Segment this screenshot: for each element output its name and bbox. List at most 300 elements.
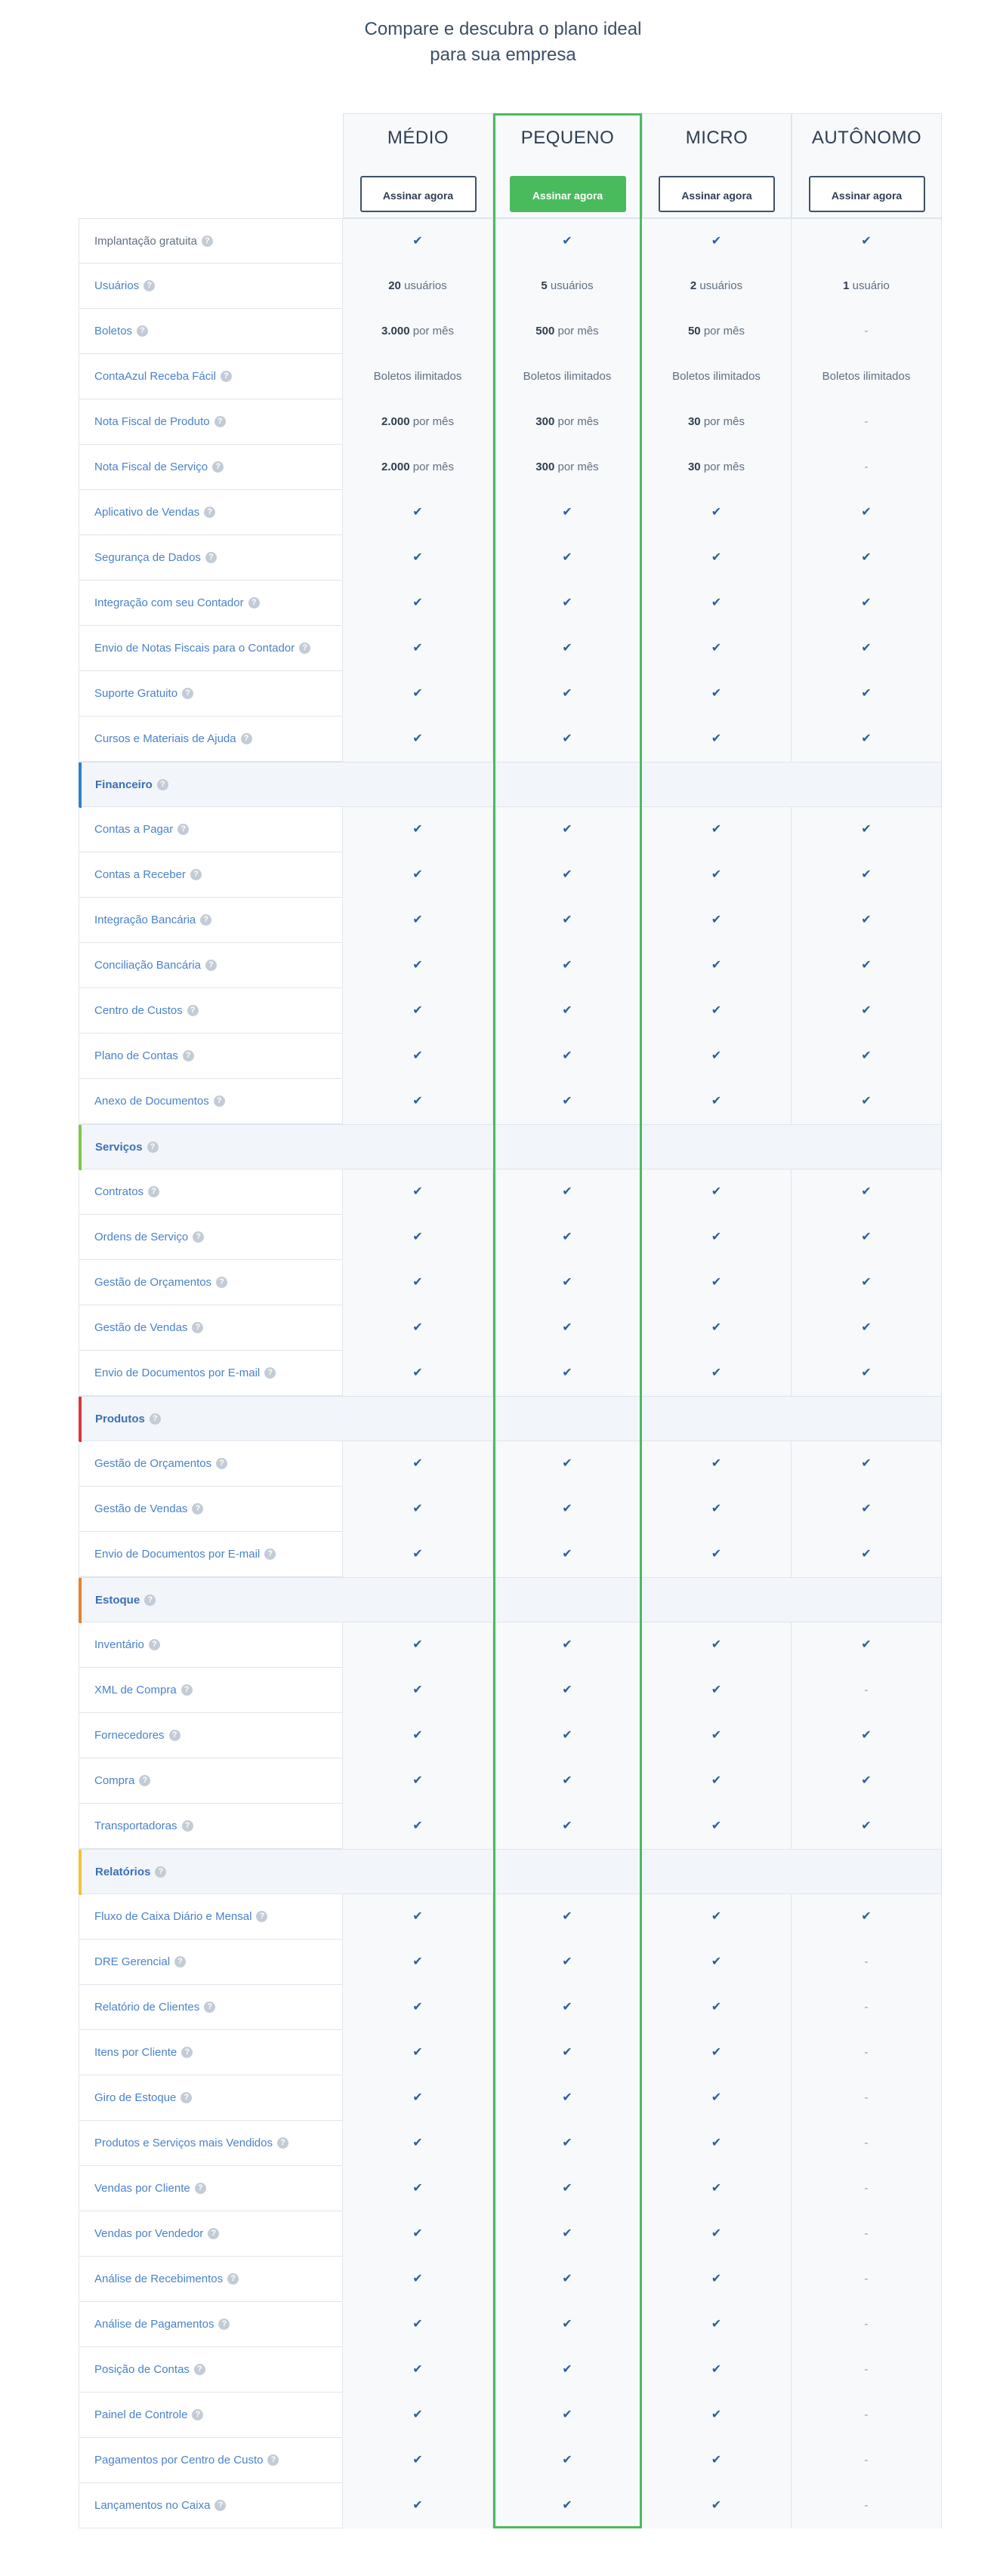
plan-cell-medio [343, 1079, 493, 1124]
help-icon[interactable]: ? [214, 2500, 226, 2511]
help-icon[interactable]: ? [264, 1367, 276, 1379]
help-icon[interactable]: ? [200, 914, 211, 926]
check-icon: ✔ [412, 2001, 423, 2014]
check-icon: ✔ [412, 1638, 423, 1651]
check-icon: ✔ [861, 1502, 872, 1515]
not-included-dash: - [864, 461, 869, 473]
plan-cell-pequeno [493, 1532, 642, 1577]
table-row [79, 1532, 942, 1577]
table-row [79, 626, 942, 671]
table-row [79, 1668, 942, 1713]
plan-cell-pequeno [493, 671, 642, 716]
table-row [79, 898, 942, 943]
section-title: Estoque ? [95, 1578, 156, 1623]
not-included-dash: - [864, 2318, 869, 2331]
subscribe-button[interactable]: Assinar agora [809, 176, 925, 212]
help-icon[interactable]: ? [216, 1458, 227, 1469]
check-icon: ✔ [562, 596, 572, 609]
plan-cell-autonomo [792, 626, 942, 671]
help-icon[interactable]: ? [181, 2047, 193, 2058]
plan-cell-micro [642, 1758, 792, 1804]
table-row [79, 1985, 942, 2030]
section-accent-bar [79, 1850, 82, 1895]
page-title-line-2: para sua empresa [430, 45, 576, 65]
not-included-dash: - [864, 2363, 869, 2376]
plan-cell-micro [642, 1169, 792, 1215]
check-icon: ✔ [412, 1684, 423, 1696]
check-icon: ✔ [711, 1684, 722, 1696]
help-icon[interactable]: ? [204, 507, 215, 518]
cell-value: 30 [687, 415, 701, 428]
help-icon[interactable]: ? [139, 1775, 150, 1786]
help-icon[interactable]: ? [149, 1639, 160, 1650]
check-icon: ✔ [412, 551, 423, 564]
cell-text: Boletos ilimitados [672, 370, 761, 383]
table-row [79, 2121, 942, 2166]
plan-cell-micro [642, 2166, 792, 2211]
plan-cell-pequeno [493, 399, 642, 445]
plan-cell-autonomo [792, 1713, 942, 1758]
table-row [79, 2257, 942, 2302]
plan-cell-autonomo [792, 581, 942, 626]
plan-cell-micro [642, 2393, 792, 2438]
not-included-dash: - [864, 2137, 869, 2149]
check-icon: ✔ [562, 1910, 572, 1923]
table-row [79, 399, 942, 445]
plan-cell-pequeno [493, 988, 642, 1034]
plan-cell-autonomo [792, 2302, 942, 2347]
check-icon: ✔ [861, 1049, 872, 1062]
help-icon[interactable]: ? [148, 1186, 159, 1197]
plan-cell-medio [343, 1260, 493, 1305]
check-icon: ✔ [711, 1774, 722, 1787]
plan-cell-medio [343, 399, 493, 445]
help-icon[interactable]: ? [218, 2319, 230, 2330]
plan-cell-autonomo [792, 2347, 942, 2393]
check-icon: ✔ [861, 1321, 872, 1334]
check-icon: ✔ [562, 959, 572, 972]
feature-label: Nota Fiscal de Serviço ? [79, 445, 343, 490]
plan-cell-medio [343, 1169, 493, 1215]
plan-cell-autonomo [792, 263, 942, 309]
check-icon: ✔ [562, 2182, 572, 2195]
cell-unit: por mês [554, 325, 599, 337]
plan-cell-pequeno [493, 1487, 642, 1532]
plan-cell-medio [343, 898, 493, 943]
plan-cell-autonomo [792, 1079, 942, 1124]
check-icon: ✔ [562, 2318, 572, 2331]
plan-cell-medio [343, 2347, 493, 2393]
plan-cell-micro [642, 1532, 792, 1577]
help-icon[interactable]: ? [143, 280, 155, 291]
help-icon[interactable]: ? [193, 1231, 204, 1243]
table-row [79, 2166, 942, 2211]
check-icon: ✔ [412, 2318, 423, 2331]
plan-cell-medio [343, 943, 493, 988]
subscribe-button[interactable]: Assinar agora [659, 176, 775, 212]
plan-cell-micro [642, 1079, 792, 1124]
check-icon: ✔ [861, 1729, 872, 1742]
check-icon: ✔ [562, 1502, 572, 1515]
plan-cell-micro [642, 2483, 792, 2528]
plan-cell-medio [343, 2075, 493, 2121]
plan-cell-medio [343, 2166, 493, 2211]
section-header-servicos [79, 1124, 942, 1169]
cell-value: 3.000 [381, 325, 410, 337]
help-icon[interactable]: ? [216, 1277, 227, 1288]
table-row [79, 263, 942, 309]
check-icon: ✔ [711, 959, 722, 972]
help-icon[interactable]: ? [192, 1503, 203, 1514]
check-icon: ✔ [562, 1774, 572, 1787]
help-icon[interactable]: ? [212, 461, 224, 473]
plan-cell-micro [642, 1305, 792, 1351]
help-icon[interactable]: ? [267, 2454, 279, 2466]
plan-cell-pequeno [493, 2302, 642, 2347]
help-icon[interactable]: ? [221, 371, 232, 382]
check-icon: ✔ [412, 1004, 423, 1017]
plan-cell-pequeno [493, 2121, 642, 2166]
plan-cell-autonomo [792, 399, 942, 445]
cell-unit: por mês [700, 461, 745, 473]
check-icon: ✔ [861, 914, 872, 926]
plan-cell-medio [343, 1532, 493, 1577]
check-icon: ✔ [711, 551, 722, 564]
help-icon[interactable]: ? [214, 1095, 225, 1107]
plan-cell-micro [642, 852, 792, 898]
check-icon: ✔ [562, 1321, 572, 1334]
table-row [79, 490, 942, 535]
plan-cell-micro [642, 581, 792, 626]
check-icon: ✔ [711, 2454, 722, 2467]
plan-header-autonomo [792, 113, 942, 218]
check-icon: ✔ [562, 2363, 572, 2376]
plan-cell-micro [642, 988, 792, 1034]
plan-cell-pequeno [493, 1940, 642, 1985]
help-icon[interactable]: ? [137, 325, 148, 337]
check-icon: ✔ [711, 1049, 722, 1062]
check-icon: ✔ [711, 1548, 722, 1561]
plan-cell-micro [642, 2438, 792, 2483]
table-row [79, 445, 942, 490]
feature-label: Vendas por Cliente ? [79, 2166, 343, 2211]
cell-unit: usuários [696, 279, 743, 292]
table-row [79, 716, 942, 762]
check-icon: ✔ [711, 1502, 722, 1515]
feature-label: Itens por Cliente ? [79, 2030, 343, 2075]
feature-label: Implantação gratuita ? [79, 219, 343, 264]
check-icon: ✔ [711, 1457, 722, 1470]
plan-cell-micro [642, 399, 792, 445]
feature-label: Pagamentos por Centro de Custo ? [79, 2438, 343, 2483]
plan-cell-pequeno [493, 2347, 642, 2393]
plan-cell-pequeno [493, 581, 642, 626]
check-icon: ✔ [562, 1638, 572, 1651]
table-row [79, 1260, 942, 1305]
plan-cell-medio [343, 1441, 493, 1487]
help-icon[interactable]: ? [264, 1548, 276, 1560]
plan-cell-pequeno [493, 943, 642, 988]
plan-cell-autonomo [792, 1305, 942, 1351]
plan-cell-medio [343, 1034, 493, 1079]
help-icon[interactable]: ? [192, 2409, 203, 2420]
check-icon: ✔ [412, 642, 423, 655]
cell-value: 20 [388, 279, 401, 292]
check-icon: ✔ [412, 2091, 423, 2104]
check-icon: ✔ [711, 1820, 722, 1832]
cell-text: Boletos ilimitados [822, 370, 911, 383]
plan-cell-micro [642, 898, 792, 943]
help-icon[interactable]: ? [192, 1322, 203, 1333]
plan-cell-autonomo [792, 988, 942, 1034]
help-icon[interactable]: ? [195, 2183, 206, 2194]
plan-cell-micro [642, 626, 792, 671]
not-included-dash: - [864, 1955, 869, 1968]
plan-cell-autonomo [792, 2166, 942, 2211]
table-row [79, 1169, 942, 1215]
check-icon: ✔ [711, 732, 722, 745]
help-icon[interactable]: ? [181, 2092, 192, 2103]
subscribe-button[interactable]: Assinar agora [510, 176, 626, 212]
help-icon[interactable]: ? [174, 1956, 186, 1967]
check-icon: ✔ [562, 2454, 572, 2467]
check-icon: ✔ [711, 868, 722, 881]
plan-cell-medio [343, 309, 493, 354]
cell-unit: usuários [547, 279, 594, 292]
plan-header-micro [642, 113, 792, 218]
check-icon: ✔ [711, 2001, 722, 2014]
plan-cell-medio [343, 1487, 493, 1532]
cell-value: 30 [687, 461, 701, 473]
table-row [79, 671, 942, 716]
help-icon[interactable]: ? [299, 642, 310, 654]
check-icon: ✔ [562, 1955, 572, 1968]
help-icon[interactable]: ? [227, 2273, 239, 2285]
plan-cell-autonomo [792, 2257, 942, 2302]
feature-label: Gestão de Vendas ? [79, 1487, 343, 1532]
plan-cell-pequeno [493, 1351, 642, 1396]
check-icon: ✔ [861, 1910, 872, 1923]
check-icon: ✔ [861, 687, 872, 700]
table-row [79, 1441, 942, 1487]
plan-cell-autonomo [792, 1215, 942, 1260]
plan-cell-pequeno [493, 445, 642, 490]
help-icon[interactable]: ? [157, 779, 168, 790]
feature-label: Fluxo de Caixa Diário e Mensal ? [79, 1894, 343, 1940]
help-icon[interactable]: ? [204, 2001, 215, 2013]
help-icon[interactable]: ? [194, 2364, 205, 2375]
plan-cell-autonomo [792, 1668, 942, 1713]
feature-label: Cursos e Materiais de Ajuda ? [79, 716, 343, 762]
check-icon: ✔ [711, 2227, 722, 2240]
help-icon[interactable]: ? [150, 1413, 161, 1425]
not-included-dash: - [864, 2091, 869, 2104]
feature-label: Envio de Notas Fiscais para o Contador ? [79, 626, 343, 671]
check-icon: ✔ [562, 2408, 572, 2421]
check-icon: ✔ [562, 1548, 572, 1561]
check-icon: ✔ [562, 1367, 572, 1379]
plan-cell-micro [642, 807, 792, 852]
check-icon: ✔ [711, 596, 722, 609]
feature-label: Nota Fiscal de Produto ? [79, 399, 343, 445]
plan-cell-autonomo [792, 1894, 942, 1940]
plan-cell-micro [642, 1668, 792, 1713]
plan-cell-medio [343, 263, 493, 309]
not-included-dash: - [864, 415, 869, 428]
plan-cell-pequeno [493, 1894, 642, 1940]
feature-label: Contratos ? [79, 1169, 343, 1215]
plan-cell-medio [343, 1668, 493, 1713]
help-icon[interactable]: ? [183, 1050, 194, 1062]
section-accent-bar [79, 1578, 82, 1623]
feature-label: Integração Bancária ? [79, 898, 343, 943]
plan-cell-pequeno [493, 2030, 642, 2075]
help-icon[interactable]: ? [182, 1820, 193, 1832]
check-icon: ✔ [412, 1231, 423, 1243]
feature-label: Integração com seu Contador ? [79, 581, 343, 626]
check-icon: ✔ [861, 506, 872, 519]
check-icon: ✔ [562, 1185, 572, 1198]
check-icon: ✔ [562, 914, 572, 926]
check-icon: ✔ [861, 551, 872, 564]
section-title: Serviços ? [95, 1125, 159, 1170]
section-accent-bar [79, 1125, 82, 1170]
plan-cell-micro [642, 1940, 792, 1985]
check-icon: ✔ [412, 1321, 423, 1334]
table-row [79, 2302, 942, 2347]
help-icon[interactable]: ? [208, 2228, 219, 2239]
table-row [79, 218, 942, 263]
cell-unit: usuários [400, 279, 447, 292]
plan-header-pequeno [493, 113, 642, 218]
check-icon: ✔ [562, 687, 572, 700]
table-row [79, 2393, 942, 2438]
help-icon[interactable]: ? [187, 1005, 199, 1016]
cell-unit: por mês [700, 325, 745, 337]
plan-cell-autonomo [792, 2483, 942, 2528]
plan-cell-medio [343, 535, 493, 581]
check-icon: ✔ [412, 1820, 423, 1832]
feature-label: ContaAzul Receba Fácil ? [79, 354, 343, 399]
check-icon: ✔ [711, 914, 722, 926]
feature-label: Anexo de Documentos ? [79, 1079, 343, 1124]
feature-label: Produtos e Serviços mais Vendidos ? [79, 2121, 343, 2166]
check-icon: ✔ [711, 2318, 722, 2331]
help-icon[interactable]: ? [155, 1866, 166, 1878]
plan-cell-autonomo [792, 2030, 942, 2075]
feature-label: Aplicativo de Vendas ? [79, 490, 343, 535]
check-icon: ✔ [412, 823, 423, 836]
feature-label: Plano de Contas ? [79, 1034, 343, 1079]
help-icon[interactable]: ? [181, 1684, 193, 1696]
help-icon[interactable]: ? [177, 824, 189, 835]
table-row [79, 2438, 942, 2483]
help-icon[interactable]: ? [256, 1911, 267, 1922]
help-icon[interactable]: ? [144, 1595, 156, 1606]
not-included-dash: - [864, 2272, 869, 2285]
plan-cell-pequeno [493, 309, 642, 354]
help-icon[interactable]: ? [190, 869, 202, 880]
plan-cell-autonomo [792, 1985, 942, 2030]
check-icon: ✔ [562, 235, 572, 248]
check-icon: ✔ [412, 687, 423, 700]
plan-cell-micro [642, 1034, 792, 1079]
check-icon: ✔ [711, 235, 722, 248]
check-icon: ✔ [412, 1185, 423, 1198]
plan-cell-medio [343, 581, 493, 626]
plan-cell-micro [642, 671, 792, 716]
check-icon: ✔ [861, 596, 872, 609]
help-icon[interactable]: ? [214, 416, 226, 427]
cell-value: 2.000 [381, 415, 410, 428]
plan-cell-autonomo [792, 1441, 942, 1487]
feature-label: Contas a Pagar ? [79, 807, 343, 852]
not-included-dash: - [864, 2408, 869, 2421]
help-icon[interactable]: ? [205, 960, 217, 971]
feature-label: Compra ? [79, 1758, 343, 1804]
help-icon[interactable]: ? [205, 552, 217, 563]
plan-cell-micro [642, 445, 792, 490]
help-icon[interactable]: ? [169, 1730, 181, 1741]
plan-cell-autonomo [792, 354, 942, 399]
section-header-relatorios [79, 1849, 942, 1894]
check-icon: ✔ [711, 2182, 722, 2195]
feature-label: Transportadoras ? [79, 1804, 343, 1849]
plan-cell-micro [642, 535, 792, 581]
table-row [79, 2211, 942, 2257]
subscribe-button[interactable]: Assinar agora [360, 176, 477, 212]
check-icon: ✔ [562, 1729, 572, 1742]
help-icon[interactable]: ? [202, 236, 213, 247]
plan-cell-autonomo [792, 807, 942, 852]
plan-cell-medio [343, 490, 493, 535]
check-icon: ✔ [562, 2227, 572, 2240]
help-icon[interactable]: ? [241, 733, 252, 744]
not-included-dash: - [864, 2499, 869, 2512]
plan-cell-autonomo [792, 2211, 942, 2257]
plan-cell-medio [343, 1305, 493, 1351]
check-icon: ✔ [861, 1095, 872, 1108]
cell-unit: por mês [700, 415, 745, 428]
plan-name: MÉDIO [387, 128, 449, 148]
plan-cell-autonomo [792, 898, 942, 943]
plan-cell-pequeno [493, 2075, 642, 2121]
plan-cell-medio [343, 2257, 493, 2302]
check-icon: ✔ [412, 2137, 423, 2149]
check-icon: ✔ [562, 2091, 572, 2104]
help-icon[interactable]: ? [182, 688, 193, 699]
plan-cell-pequeno [493, 1034, 642, 1079]
check-icon: ✔ [861, 235, 872, 248]
check-icon: ✔ [562, 506, 572, 519]
check-icon: ✔ [412, 2454, 423, 2467]
check-icon: ✔ [711, 2272, 722, 2285]
cell-value: 5 [541, 279, 548, 292]
plan-cell-autonomo [792, 716, 942, 762]
plan-cell-medio [343, 1713, 493, 1758]
help-icon[interactable]: ? [277, 2137, 289, 2149]
table-row [79, 2347, 942, 2393]
plan-cell-autonomo [792, 1940, 942, 1985]
plan-cell-pequeno [493, 1668, 642, 1713]
check-icon: ✔ [861, 1276, 872, 1289]
plan-name: MICRO [685, 128, 748, 148]
cell-unit: por mês [554, 461, 599, 473]
help-icon[interactable]: ? [248, 597, 260, 609]
table-row [79, 852, 942, 898]
help-icon[interactable]: ? [147, 1142, 159, 1153]
table-row [79, 1894, 942, 1940]
